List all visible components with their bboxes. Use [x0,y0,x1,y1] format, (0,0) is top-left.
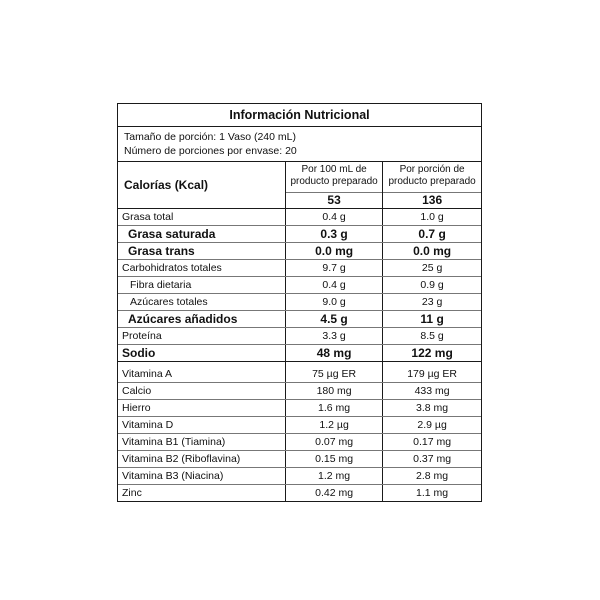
vitamin-value-per-portion: 2.9 µg [383,417,481,434]
nutrient-row [118,209,481,226]
vitamin-name: Hierro [118,400,285,417]
vitamin-value-per-100ml: 1.6 mg [285,400,382,417]
column-per-100ml [285,162,382,209]
nutrient-value-per-100ml: 9.0 g [285,294,382,311]
vitamin-value-per-portion: 2.8 mg [383,468,481,485]
nutrient-name: Grasa trans [118,243,285,260]
nutrient-value-per-portion: 1.0 g [383,209,481,226]
serving-size: Tamaño de porción: 1 Vaso (240 mL) [124,131,296,143]
nutrient-name: Grasa total [118,209,285,226]
nutrient-row [118,243,481,260]
vitamin-value-per-portion: 433 mg [383,383,481,400]
vitamin-value-per-portion: 0.37 mg [383,451,481,468]
nutrient-name: Azúcares añadidos [118,311,285,328]
nutrient-row [118,311,481,328]
nutrient-row [118,277,481,294]
vitamin-row [118,417,481,434]
vitamin-row [118,400,481,417]
servings-per-container: Número de porciones por envase: 20 [124,145,297,157]
nutrient-name: Carbohidratos totales [118,260,285,277]
vitamin-name: Zinc [122,487,142,499]
nutrient-value-per-portion: 0.9 g [383,277,481,294]
vitamin-row [118,451,481,468]
nutrient-value-per-100ml: 0.3 g [285,226,382,243]
nutrient-value-per-100ml: 9.7 g [285,260,382,277]
vitamin-value-per-portion: 0.17 mg [383,434,481,451]
vitamin-value-per-100ml: 1.2 µg [285,417,382,434]
calories-per-100ml: 53 [286,192,382,208]
vitamin-row [118,362,481,383]
vitamin-name: Vitamina B2 (Riboflavina) [118,451,285,468]
nutrient-value-per-portion: 0.0 mg [383,243,481,260]
vitamin-row [118,434,481,451]
nutrient-value-per-100ml: 3.3 g [285,328,382,345]
vitamin-value-per-portion: 1.1 mg [383,485,481,502]
nutrients-section [118,209,481,362]
nutrient-row [118,260,481,277]
nutrient-row [118,328,481,345]
nutrient-name: Fibra dietaria [118,277,285,294]
nutrition-facts-label [117,103,482,502]
column-header-portion: Por porción de producto preparado [388,164,476,187]
nutrient-value-per-portion: 23 g [383,294,481,311]
vitamin-value-per-100ml: 1.2 mg [285,468,382,485]
label-title: Información Nutricional [118,104,481,127]
vitamin-name: Calcio [118,383,285,400]
nutrient-row [118,226,481,243]
nutrition-table [118,162,481,501]
nutrient-row [118,345,481,362]
vitamin-value-per-portion: 3.8 mg [383,400,481,417]
vitamin-row [118,383,481,400]
nutrient-value-per-100ml: 4.5 g [285,311,382,328]
vitamin-name: Vitamina B3 (Niacina) [118,468,285,485]
nutrient-value-per-100ml: 0.4 g [285,209,382,226]
column-header-100ml: Por 100 mL de producto preparado [290,164,378,187]
nutrient-name: Proteína [118,328,285,345]
nutrient-value-per-portion: 122 mg [383,345,481,362]
nutrient-name: Grasa saturada [118,226,285,243]
column-per-portion [383,162,481,209]
nutrient-name: Azúcares totales [118,294,285,311]
nutrient-value-per-100ml: 0.4 g [285,277,382,294]
vitamin-value-per-100ml: 180 mg [285,383,382,400]
calories-row [118,162,481,209]
vitamin-value-per-100ml: 0.07 mg [285,434,382,451]
vitamin-row [118,468,481,485]
serving-info [118,127,481,162]
vitamin-value-per-100ml: 75 µg ER [285,362,382,383]
nutrient-value-per-100ml: 0.0 mg [285,243,382,260]
nutrient-row [118,294,481,311]
calories-per-portion: 136 [383,192,481,208]
vitamin-row [118,485,481,502]
vitamins-section [118,362,481,502]
vitamin-name: Vitamina B1 (Tiamina) [118,434,285,451]
vitamin-value-per-portion: 179 µg ER [383,362,481,383]
nutrient-value-per-portion: 11 g [383,311,481,328]
nutrient-value-per-portion: 0.7 g [383,226,481,243]
nutrient-value-per-portion: 25 g [383,260,481,277]
vitamin-name: Vitamina A [118,362,285,383]
nutrient-value-per-portion: 8.5 g [383,328,481,345]
calories-label: Calorías (Kcal) [118,162,285,209]
vitamin-value-per-100ml: 0.42 mg [285,485,382,502]
nutrient-value-per-100ml: 48 mg [285,345,382,362]
nutrient-name: Sodio [118,345,285,362]
vitamin-value-per-100ml: 0.15 mg [285,451,382,468]
vitamin-name: Vitamina D [118,417,285,434]
